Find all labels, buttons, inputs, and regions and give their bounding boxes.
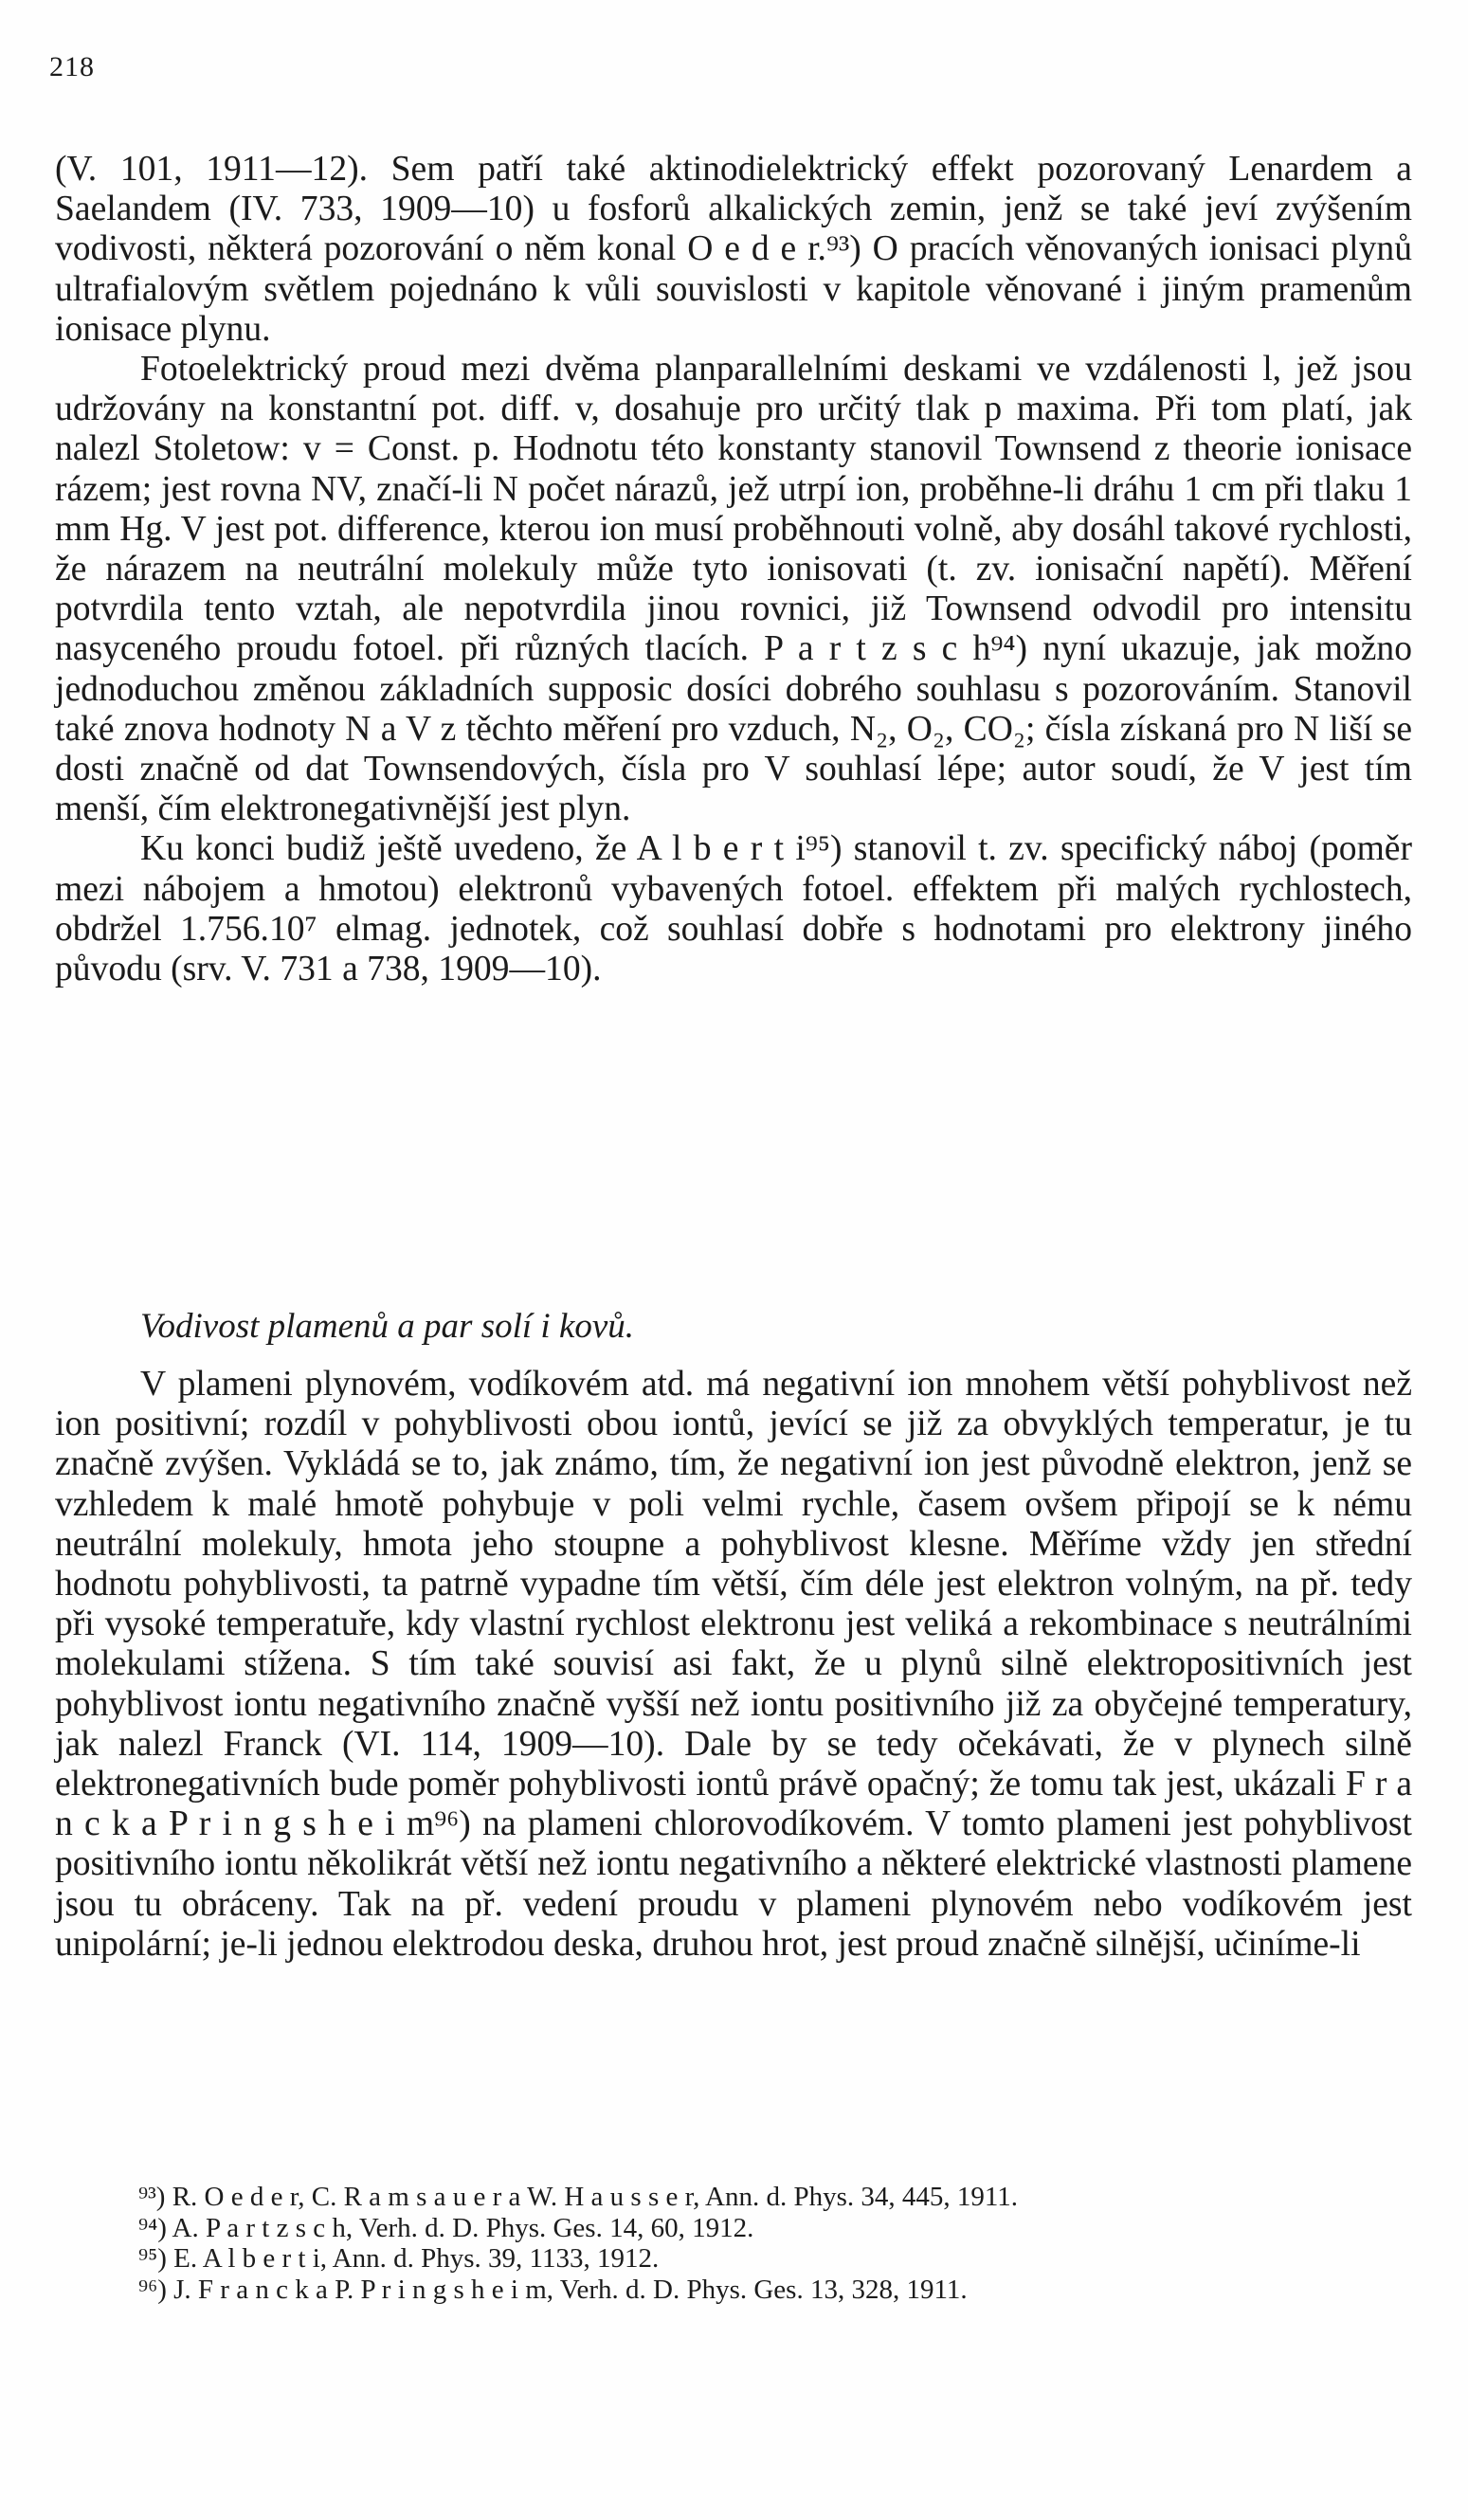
paragraph-specific-charge: Ku konci budiž ještě uvedeno, že A l b e r t i⁹⁵) stanovil t. zv. specifický náboj (poměr mezi nábojem a hmotou) elektronů vybavených fotoel. effektem při malých rychlostech, obdržel 1.756.10⁷ elmag. jednotek, což souhlasí dobře s hodnotami pro elektrony jiného původu (srv. V. 731 a 738, 1909—10). <box>55 829 1412 989</box>
main-text <box>55 150 1412 989</box>
footnote-93: ⁹³) R. O e d e r, C. R a m s a u e r a W. H a u s s e r, Ann. d. Phys. 34, 445, 1911. <box>138 2182 1019 2212</box>
footnote-95: ⁹⁵) E. A l b e r t i, Ann. d. Phys. 39, 1133, 1912. <box>138 2243 660 2274</box>
paragraph-photoelectric-current: Fotoelektrický proud mezi dvěma planparallelními deskami ve vzdálenosti l, jež jsou udržovány na konstantní pot. diff. v, dosahuje pro určitý tlak p maxima. Při tom platí, jak nalezl Stoletow: v = Const. p. Hodnotu této konstanty stanovil Townsend z theorie ionisace rázem; jest rovna NV, značí-li N počet nárazů, jež utrpí ion, proběhne-li dráhu 1 cm při tlaku 1 mm Hg. V jest pot. difference, kterou ion musí proběhnouti volně, aby dosáhl takové rychlosti, že nárazem na neutrální molekuly může tyto ionisovati (t. zv. ionisační napětí). Měření potvrdila tento vztah, ale nepotvrdila jinou rovnici, již Townsend odvodil pro intensitu nasyceného proudu fotoel. při různých tlacích. P a r t z s c h⁹⁴) nyní ukazuje, jak možno jednoduchou změnou základních supposic dosíci dobrého souhlasu s pozorováním. Stanovil také znova hodnoty N a V z těchto měření pro vzduch, N₂, O₂, CO₂; čísla získaná pro N liší se dosti značně od dat Townsendových, čísla pro V souhlasí lépe; autor soudí, že V jest tím menší, čím elektronegativnější jest plyn. <box>55 350 1412 829</box>
paragraph-continuation: (V. 101, 1911—12). Sem patří také aktinodielektrický effekt pozorovaný Lenardem a Saelandem (IV. 733, 1909—10) u fosforů alkalických zemin, jenž se také jeví zvýšením vodivosti, některá pozorování o něm konal O e d e r.⁹³) O pracích věnovaných ionisaci plynů ultrafialovým světlem pojednáno k vůli souvislosti v kapitole věnované i jiným pramenům ionisace plynu. <box>55 150 1412 349</box>
section-heading: Vodivost plamenů a par solí i kovů. <box>140 1307 635 1346</box>
page-number: 218 <box>49 51 95 82</box>
paragraph-flame-conductivity: V plameni plynovém, vodíkovém atd. má negativní ion mnohem větší pohyblivost než ion positivní; rozdíl v pohyblivosti obou iontů, jevící se již za obvyklých temperatur, je tu značně zvýšen. Vykládá se to, jak známo, tím, že negativní ion jest původně elektron, jenž se vzhledem k malé hmotě pohybuje v poli velmi rychle, časem ovšem připojí se k nému neutrální molekuly, hmota jeho stoupne a pohyblivost klesne. Měříme vždy jen střední hodnotu pohyblivosti, ta patrně vypadne tím větší, čím déle jest elektron volným, na př. tedy při vysoké temperatuře, kdy vlastní rychlost elektronu jest veliká a rekombinace s neutrálními molekulami stížena. S tím také souvisí asi fakt, že u plynů silně elektropositivních jest pohyblivost iontu negativního značně vyšší než iontu positivního již za obyčejné temperatury, jak nalezl Franck (VI. 114, 1909—10). Dale by se tedy očekávati, že v plynech silně elektronegativních bude poměr pohyblivosti iontů právě opačný; že tomu tak jest, ukázali F r a n c k a P r i n g s h e i m⁹⁶) na plameni chlorovodíkovém. V tomto plameni jest pohyblivost positivního iontu několikrát větší než iontu negativního a některé elektrické vlastnosti plamene jsou tu obráceny. Tak na př. vedení proudu v plameni plynovém nebo vodíkovém jest unipolární; je-li jednou elektrodou deska, druhou hrot, jest proud značně silnější, učiníme-li <box>55 1365 1412 1964</box>
footnote-94: ⁹⁴) A. P a r t z s c h, Verh. d. D. Phys. Ges. 14, 60, 1912. <box>138 2212 754 2243</box>
section-text <box>55 1365 1412 1965</box>
footnotes <box>55 2182 1412 2305</box>
footnote-96: ⁹⁶) J. F r a n c k a P. P r i n g s h e i m, Verh. d. D. Phys. Ges. 13, 328, 1911. <box>138 2274 968 2305</box>
